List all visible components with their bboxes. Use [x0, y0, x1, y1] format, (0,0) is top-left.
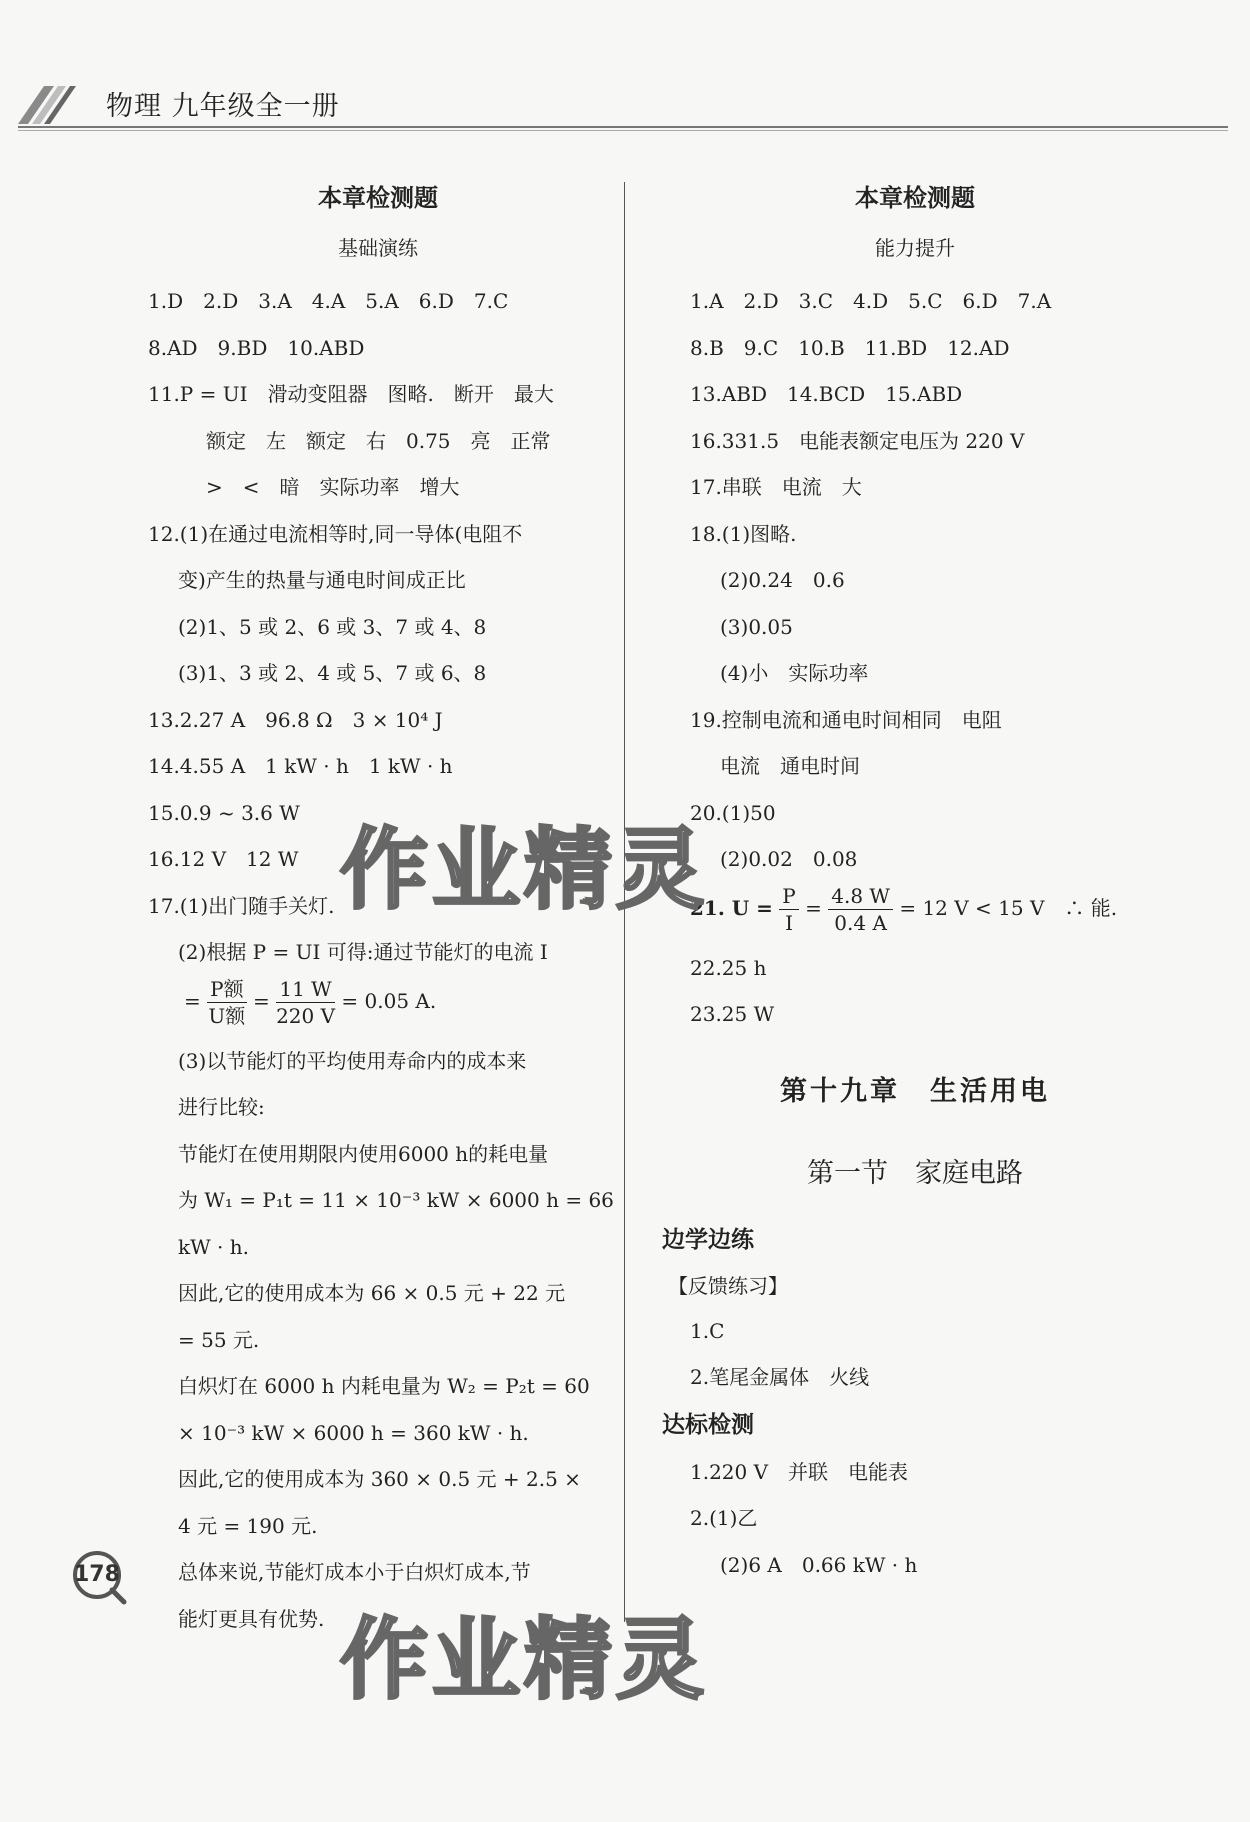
answer-line: (2)根据 P = UI 可得:通过节能灯的电流 I — [178, 940, 548, 964]
answer-line: = 55 元. — [178, 1327, 260, 1352]
formula-line — [690, 883, 1140, 945]
subsection-heading: 边学边练 — [662, 1226, 754, 1253]
answer-line: 14.4.55 A 1 kW · h 1 kW · h — [148, 754, 453, 778]
formula-eq: = — [184, 988, 201, 1013]
answer-line: 17.(1)出门随手关灯. — [148, 893, 335, 918]
answer-line: 为 W₁ = P₁t = 11 × 10⁻³ kW × 6000 h = 66 — [178, 1188, 614, 1212]
answer-line: 因此,它的使用成本为 360 × 0.5 元 + 2.5 × — [178, 1467, 581, 1491]
answer-line: 16.12 V 12 W — [148, 847, 299, 871]
answer-line: 13.ABD 14.BCD 15.ABD — [690, 382, 963, 406]
formula-result: = 12 V < 15 V ∴ 能. — [899, 895, 1118, 920]
answer-line: 17.串联 电流 大 — [690, 475, 862, 499]
answer-line: 13.2.27 A 96.8 Ω 3 × 10⁴ J — [148, 707, 443, 732]
page-header — [18, 80, 1228, 132]
fraction — [207, 976, 246, 1029]
answer-line: 白炽灯在 6000 h 内耗电量为 W₂ = P₂t = 60 — [178, 1374, 590, 1398]
answer-line: 19.控制电流和通电时间相同 电阻 — [690, 707, 1002, 732]
formula-eq: = — [805, 895, 822, 920]
fraction-numerator: P额 — [207, 976, 246, 1003]
section-title: 第一节 家庭电路 — [807, 1157, 1023, 1189]
left-subtitle: 基础演练 — [338, 236, 418, 260]
answer-line: 15.0.9 ~ 3.6 W — [148, 800, 300, 825]
watermark: 作业精灵 — [340, 1608, 709, 1711]
answer-line: 22.25 h — [690, 955, 767, 980]
answer-line: 12.(1)在通过电流相等时,同一导体(电阻不 — [148, 521, 523, 546]
answer-line: 1.D 2.D 3.A 4.A 5.A 6.D 7.C — [148, 289, 509, 313]
watermark: 作业精灵 — [340, 818, 709, 921]
answer-line: 11.P = UI 滑动变阻器 图略. 断开 最大 — [148, 382, 554, 406]
page-number: 178 — [74, 1562, 120, 1587]
answer-line: (4)小 实际功率 — [720, 661, 869, 685]
answer-line: (3)1、3 或 2、4 或 5、7 或 6、8 — [178, 661, 487, 685]
answer-line: (2)0.02 0.08 — [720, 847, 858, 871]
answer-line: × 10⁻³ kW × 6000 h = 360 kW · h. — [178, 1420, 529, 1445]
header-stripe-icon — [18, 86, 88, 124]
left-section-title: 本章检测题 — [318, 184, 438, 212]
answer-line: 1.C — [690, 1318, 725, 1343]
answer-line: 变)产生的热量与通电时间成正比 — [178, 568, 466, 592]
answer-line: (3)以节能灯的平均使用寿命内的成本来 — [178, 1048, 527, 1073]
answer-line: 额定 左 额定 右 0.75 亮 正常 — [206, 428, 551, 453]
right-column — [662, 178, 1140, 1588]
answer-line: 1.A 2.D 3.C 4.D 5.C 6.D 7.A — [690, 289, 1052, 313]
answer-line: (2)0.24 0.6 — [720, 568, 845, 592]
header-rule — [18, 126, 1228, 128]
formula-prefix: 21. U = — [690, 895, 773, 920]
answer-line: 总体来说,节能灯成本小于白炽灯成本,节 — [178, 1560, 531, 1584]
answer-line: 因此,它的使用成本为 66 × 0.5 元 + 22 元 — [178, 1281, 566, 1305]
answer-line: 2.(1)乙 — [690, 1506, 758, 1530]
answer-line: 能灯更具有优势. — [178, 1606, 325, 1631]
fraction-numerator: 4.8 W — [828, 883, 893, 910]
answer-line: 18.(1)图略. — [690, 521, 797, 546]
page-number-badge — [70, 1548, 128, 1606]
answer-line: (2)6 A 0.66 kW · h — [720, 1552, 918, 1577]
answer-line: 4 元 = 190 元. — [178, 1513, 318, 1538]
fraction-denominator: U额 — [208, 1003, 246, 1028]
answer-line: 进行比较: — [178, 1095, 265, 1119]
subsection-heading: 达标检测 — [662, 1411, 754, 1438]
answer-line: 2.笔尾金属体 火线 — [690, 1365, 870, 1389]
fraction-denominator: I — [785, 910, 793, 935]
right-subtitle: 能力提升 — [875, 236, 955, 260]
answer-line: 16.331.5 电能表额定电压为 220 V — [690, 428, 1025, 453]
feedback-heading: 【反馈练习】 — [668, 1273, 788, 1298]
formula-result: = 0.05 A. — [341, 988, 437, 1013]
answer-line: 20.(1)50 — [690, 800, 776, 825]
column-divider — [624, 182, 625, 1622]
header-rule-thin — [18, 130, 1228, 131]
formula-line — [148, 976, 608, 1038]
answer-line: 电流 通电时间 — [720, 754, 860, 778]
right-section-title: 本章检测题 — [855, 184, 975, 212]
answer-line: 1.220 V 并联 电能表 — [690, 1459, 909, 1484]
answer-line: (3)0.05 — [720, 614, 793, 639]
fraction-numerator: P — [779, 883, 798, 910]
header-title: 物理 九年级全一册 — [106, 91, 340, 122]
left-column — [148, 178, 614, 1642]
fraction — [828, 883, 893, 936]
fraction-numerator: 11 W — [276, 976, 335, 1003]
answer-line: 8.B 9.C 10.B 11.BD 12.AD — [690, 335, 1010, 360]
answer-line: 23.25 W — [690, 1002, 775, 1026]
answer-line: (2)1、5 或 2、6 或 3、7 或 4、8 — [178, 614, 487, 639]
answer-line: kW · h. — [178, 1234, 249, 1259]
fraction-denominator: 220 V — [276, 1003, 336, 1028]
formula-eq: = — [252, 988, 270, 1013]
answer-line: 8.AD 9.BD 10.ABD — [148, 335, 365, 360]
answer-line: 节能灯在使用期限内使用6000 h的耗电量 — [178, 1141, 549, 1166]
fraction-denominator: 0.4 A — [834, 910, 887, 935]
fraction — [779, 883, 798, 936]
chapter-title: 第十九章 生活用电 — [780, 1075, 1050, 1107]
answer-line: > < 暗 实际功率 增大 — [206, 475, 460, 499]
fraction — [276, 976, 335, 1029]
